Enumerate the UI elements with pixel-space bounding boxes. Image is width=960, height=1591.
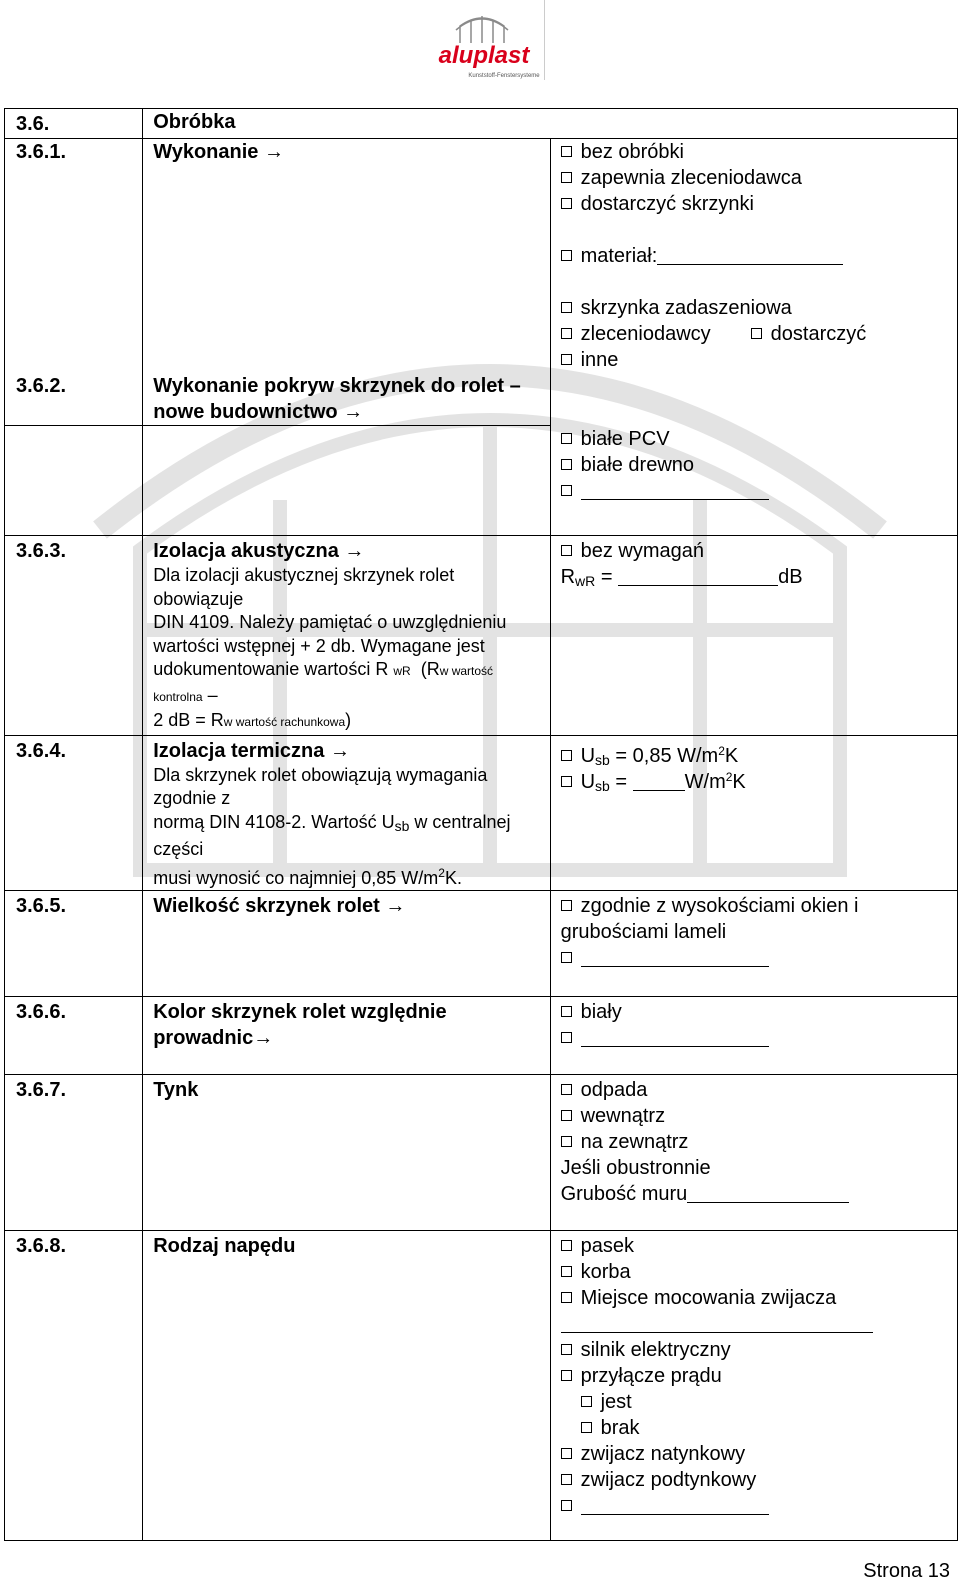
logo-brand-text: aluplast [438, 42, 530, 69]
option-other-blank[interactable] [561, 945, 957, 971]
section-number: 3.6.6. [5, 997, 143, 1075]
page-number: Strona 13 [863, 1560, 950, 1582]
desc-sub: wR [393, 664, 411, 678]
row-3-6-5 [5, 891, 958, 997]
checkbox[interactable] [561, 1344, 572, 1355]
desc-line: wartości wstępnej + 2 db. Wymagane jest [153, 635, 485, 656]
label-pokrywy-line2: nowe budownictwo → [153, 401, 364, 423]
option-text: biały [580, 1001, 622, 1023]
option-wewnatrz[interactable] [561, 1103, 957, 1129]
option-zleceniodawca[interactable] [561, 165, 957, 191]
logo-tagline-text: Kunststoff-Fenstersysteme [468, 73, 540, 79]
option-other-blank[interactable] [561, 478, 957, 504]
rw-value-field[interactable] [561, 564, 957, 590]
option-usb-085[interactable] [561, 738, 957, 768]
text-grubosc: Grubość muru [560, 1183, 688, 1205]
option-na-zewnatrz[interactable] [561, 1129, 957, 1155]
section-label [143, 735, 550, 891]
checkbox[interactable] [561, 952, 572, 963]
desc-sup: 2 [438, 865, 445, 880]
checkbox[interactable] [581, 1396, 592, 1407]
opt-sub: sb [595, 777, 610, 794]
desc-text: normą DIN 4108-2. Wartość U [153, 811, 395, 832]
rw-fill-line[interactable] [618, 566, 778, 586]
option-other-blank[interactable] [561, 1493, 957, 1519]
option-przylacze[interactable] [561, 1363, 957, 1389]
option-zwijacz-podtynkowy[interactable] [561, 1467, 957, 1493]
section-label [143, 1231, 550, 1541]
checkbox[interactable] [561, 1266, 572, 1277]
option-bez-obrobki[interactable] [561, 139, 957, 165]
checkbox[interactable] [561, 459, 572, 470]
desc-text: ) [345, 710, 352, 730]
section-number: 3.6.7. [5, 1075, 143, 1231]
fill-line[interactable] [581, 947, 769, 967]
desc-line [153, 862, 541, 891]
number-3-6-2: 3.6.2. [16, 375, 67, 397]
desc-text: (R [420, 659, 440, 679]
checkbox[interactable] [561, 485, 572, 496]
option-brak[interactable] [561, 1415, 957, 1441]
option-text: zgodnie z wysokościami okien i [580, 895, 859, 917]
label-izolacja-akustyczna: Izolacja akustyczna → [153, 540, 365, 562]
number-3-6-1: 3.6.1. [16, 141, 67, 163]
section-label [143, 139, 550, 426]
row-3-6-1 [5, 139, 958, 426]
options-cell [550, 536, 957, 736]
section-number-empty [5, 426, 143, 536]
desc-text: udokumentowanie wartości R [153, 659, 389, 679]
checkbox[interactable] [561, 1240, 572, 1251]
desc-line: DIN 4109. Należy pamiętać o uwzględnieniu [153, 612, 507, 632]
option-zgodnie[interactable] [561, 893, 957, 919]
label-wykonanie: Wykonanie → [153, 141, 284, 163]
row-3-6-6 [5, 997, 958, 1075]
option-silnik[interactable] [561, 1337, 957, 1363]
header-divider [544, 0, 545, 80]
option-text: odpada [580, 1079, 648, 1101]
label-izolacja-termiczna: Izolacja termiczna → [153, 739, 350, 762]
option-text: brak [600, 1417, 640, 1439]
desc-text: – [202, 684, 218, 705]
option-zwijacz-natynkowy[interactable] [561, 1441, 957, 1467]
checkbox[interactable] [561, 354, 572, 365]
checkbox[interactable] [561, 1448, 572, 1459]
option-pasek[interactable] [561, 1233, 957, 1259]
logo-image [412, 8, 557, 80]
rw-label: R [560, 566, 576, 588]
option-text: skrzynka zadaszeniowa [580, 297, 792, 319]
fill-line[interactable] [581, 1027, 769, 1047]
checkbox[interactable] [561, 545, 572, 556]
section-number: 3.6.3. [5, 536, 143, 736]
opt-text: = 0,85 W/m [609, 744, 719, 767]
checkbox[interactable] [561, 302, 572, 313]
checkbox[interactable] [561, 172, 572, 183]
desc-line [153, 658, 541, 709]
options-cell [550, 139, 957, 426]
option-text: bez wymagań [580, 540, 704, 562]
option-bialy[interactable] [561, 999, 957, 1025]
desc-text: w centralnej części [153, 811, 511, 859]
options-cell [550, 735, 957, 891]
opt-sup: 2 [718, 743, 725, 758]
checkbox[interactable] [561, 1110, 572, 1121]
order-form-table [4, 108, 958, 1541]
option-korba[interactable] [561, 1259, 957, 1285]
row-3-6-7 [5, 1075, 958, 1231]
desc-line: Dla skrzynek rolet obowiązują wymagania zgodnie z [153, 764, 488, 808]
miejsce-fill-line[interactable] [561, 1313, 873, 1333]
label-wielkosc: Wielkość skrzynek rolet → [153, 895, 406, 917]
grubosc-fill-line[interactable] [687, 1183, 849, 1203]
desc-text: musi wynosić co najmniej 0,85 W/m [153, 867, 439, 888]
option-odpada[interactable] [561, 1077, 957, 1103]
option-biale-drewno[interactable] [561, 452, 957, 478]
checkbox[interactable] [561, 250, 572, 261]
option-text: zwijacz natynkowy [580, 1443, 746, 1465]
option-text: dostarczyć [770, 323, 867, 345]
opt-text: K [732, 770, 746, 793]
text-obustronnie: Jeśli obustronnie [560, 1157, 711, 1179]
desc-sub: sb [394, 817, 410, 834]
option-text: jest [600, 1391, 632, 1413]
desc-line [153, 709, 541, 735]
checkbox[interactable] [561, 146, 572, 157]
row-3-6-4 [5, 735, 958, 891]
option-skrzynka-zadaszeniowa[interactable] [561, 295, 957, 321]
option-text: białe PCV [580, 427, 670, 450]
checkbox[interactable] [561, 1500, 572, 1511]
section-title [143, 109, 958, 139]
grubosc-muru-field[interactable] [561, 1181, 957, 1207]
material-fill-line[interactable] [657, 245, 843, 265]
opt-sub: sb [595, 751, 610, 768]
checkbox[interactable] [561, 1474, 572, 1485]
opt-text: = [609, 770, 633, 793]
desc-sub: w wartość rachunkowa [223, 715, 346, 729]
section-number: 3.6.8. [5, 1231, 143, 1541]
checkbox[interactable] [561, 1136, 572, 1147]
checkbox[interactable] [561, 1370, 572, 1381]
miejsce-fill-line-row[interactable] [561, 1311, 957, 1337]
option-text: pasek [580, 1235, 634, 1257]
option-material[interactable] [561, 243, 957, 269]
section-number [5, 139, 143, 426]
checkbox[interactable] [561, 1006, 572, 1017]
desc-sub: w wartość kontrolna [153, 664, 494, 704]
section-title-text: Obróbka [153, 111, 236, 133]
section-number: 3.6.4. [5, 735, 143, 891]
option-text: dostarczyć skrzynki [580, 193, 754, 215]
checkbox[interactable] [561, 1084, 572, 1095]
acoustic-description [153, 564, 541, 735]
row-3-6-8 [5, 1231, 958, 1541]
label-rodzaj-napedu: Rodzaj napędu [153, 1235, 296, 1257]
option-text: silnik elektryczny [580, 1339, 731, 1361]
section-number: 3.6.5. [5, 891, 143, 997]
checkbox-dostarczyc[interactable] [751, 328, 762, 339]
option-zgodnie-line2: grubościami lameli [560, 921, 727, 943]
option-other-blank[interactable] [561, 1025, 957, 1051]
aluplast-logo [412, 8, 557, 80]
checkbox[interactable] [561, 750, 572, 761]
fill-line[interactable] [581, 1495, 769, 1515]
checkbox[interactable] [561, 198, 572, 209]
option-bez-wymagan[interactable] [561, 538, 957, 564]
fill-line[interactable] [581, 480, 769, 500]
option-usb-custom[interactable] [561, 764, 957, 794]
options-cell [550, 891, 957, 997]
opt-text: W/m [684, 770, 726, 793]
section-label [143, 1075, 550, 1231]
section-label [143, 536, 550, 736]
opt-sup: 2 [725, 769, 733, 784]
option-text: wewnątrz [580, 1105, 666, 1127]
row-3-6 [5, 109, 958, 139]
section-label [143, 891, 550, 997]
opt-text: K [724, 744, 739, 767]
option-text: na zewnątrz [580, 1131, 689, 1153]
section-number: 3.6. [5, 109, 143, 139]
option-text: zleceniodawcy [580, 323, 711, 345]
desc-text: K. [444, 867, 462, 888]
option-inne[interactable] [561, 347, 957, 373]
rw-eq: = [595, 566, 619, 588]
option-text: przyłącze prądu [580, 1365, 722, 1387]
option-zleceniodawcy[interactable] [561, 321, 957, 347]
checkbox[interactable] [561, 776, 572, 787]
options-cell [550, 1231, 957, 1541]
options-cell [550, 997, 957, 1075]
option-text: inne [580, 349, 619, 371]
desc-line: Dla izolacji akustycznej skrzynek rolet obowiązuje [153, 565, 455, 609]
usb-fill-line[interactable] [633, 771, 685, 791]
option-text: korba [580, 1261, 631, 1283]
opt-text: U [580, 770, 596, 793]
section-label-empty [143, 426, 550, 536]
option-text: Miejsce mocowania zwijacza [580, 1287, 837, 1309]
option-miejsce-mocowania[interactable] [561, 1285, 957, 1311]
rw-unit: dB [778, 566, 803, 588]
options-cell [550, 1075, 957, 1231]
options-cell [550, 426, 957, 536]
label-pokrywy-line1: Wykonanie pokryw skrzynek do rolet – [153, 375, 521, 397]
row-3-6-3 [5, 536, 958, 736]
option-text: materiał: [580, 245, 658, 267]
rw-sub: wR [575, 573, 596, 589]
checkbox[interactable] [561, 433, 572, 444]
option-biale-pcv[interactable] [561, 426, 957, 452]
checkbox[interactable] [581, 1422, 592, 1433]
label-tynk: Tynk [153, 1079, 199, 1101]
desc-line [153, 811, 541, 862]
option-dostarczyc-skrzynki[interactable] [561, 191, 957, 217]
option-text: zapewnia zleceniodawca [580, 167, 802, 189]
checkbox[interactable] [561, 1292, 572, 1303]
option-text: białe drewno [580, 453, 695, 476]
option-text: zwijacz podtynkowy [580, 1469, 757, 1491]
desc-text: 2 dB = R [153, 710, 224, 730]
checkbox[interactable] [561, 1032, 572, 1043]
option-text: bez obróbki [580, 141, 684, 163]
section-label [143, 997, 550, 1075]
thermal-description [153, 764, 541, 891]
checkbox[interactable] [561, 328, 572, 339]
option-jest[interactable] [561, 1389, 957, 1415]
opt-text: U [580, 744, 596, 767]
label-kolor: Kolor skrzynek rolet względnie prowadnic→ [153, 1001, 447, 1049]
row-3-6-2 [5, 426, 958, 536]
checkbox[interactable] [561, 900, 572, 911]
